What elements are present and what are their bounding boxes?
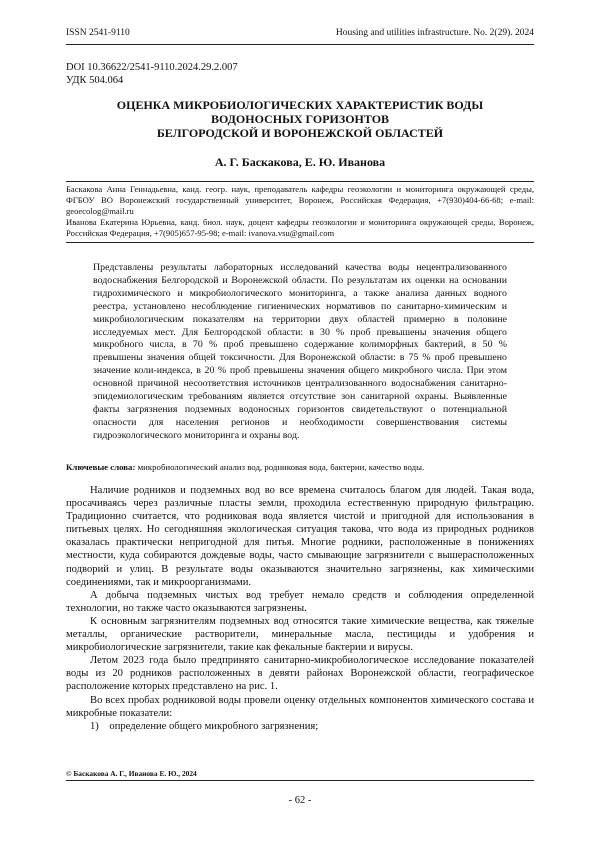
udk: УДК 504.064 [66,74,124,86]
paragraph: К основным загрязнителям подземных вод относятся такие химические вещества, как тяжелые металлы, органические растворители, минеральные масла, пестициды и удобрения и микробиологические загрязнители, такие как фекальные бактерии и вирусы. [66,615,534,654]
list-item: 1) определение общего микробного загрязнения; [90,720,319,732]
affiliation-1: Баскакова Анна Геннадьевна, канд. геогр. наук, преподаватель кафедры геоэкологии и мониторинга окружающей среды, ФГБОУ ВО Воронежский государственный университет, Воронеж, Российская Федерация, +7(930)404-66-68; e-mail: geoecolog@mail.ru [66,184,534,216]
article-meta [66,62,238,87]
authors: А. Г. Баскакова, Е. Ю. Иванова [214,155,386,169]
keywords [66,461,534,473]
title-line-1: ОЦЕНКА МИКРОБИОЛОГИЧЕСКИХ ХАРАКТЕРИСТИК ВОДЫ [116,98,484,112]
article-title [66,98,534,140]
doi: DOI 10.36622/2541-9110.2024.29.2.007 [66,62,238,73]
body-text [66,484,534,733]
affiliations [66,181,534,243]
title-line-2: ВОДОНОСНЫХ ГОРИЗОНТОВ [210,112,390,126]
footer-rule [66,780,534,781]
title-line-3: БЕЛГОРОДСКОЙ И ВОРОНЕЖСКОЙ ОБЛАСТЕЙ [156,126,444,140]
affiliation-2: Иванова Екатерина Юрьевна, канд. биол. наук, доцент кафедры геоэкологии и мониторинга окружающей среды, Воронеж, Российская Федерация, +7(905)657-95-98; e-mail: ivanova.vsu@gmail.com [66,217,534,238]
paragraph: Во всех пробах родниковой воды провели оценку отдельных компонентов химического состава и микробные показатели: [66,694,534,719]
issn: ISSN 2541-9110 [66,28,130,38]
copyright: © Баскакова А. Г., Иванова Е. Ю., 2024 [66,769,197,778]
paragraph: Наличие родников и подземных вод во все времена считалось благом для людей. Такая вода, просачиваясь через различные пласты земли, проходила естественную природную фильтрацию. Традиционно считается, что родниковая вода является чистой и пригодной для использования в питьевых целях. Но сегодняшняя экологическая ситуация такова, что вода из природных родников оказалась практически непригодной для питья. Многие родники, расположенные в понижениях местности, куда собираются дождевые воды, часто смывающие загрязнители с вышерасположенных подворий и улиц. В результате воды оказываются значительно загрязнены, как химическими соединениями, так и микроорганизмами. [66,485,534,588]
header-rule [66,44,534,45]
keywords-label: Ключевые слова: [66,462,136,472]
keywords-text: микробиологический анализ вод, родниковая вода, бактерии, качество воды. [137,462,425,472]
abstract: Представлены результаты лабораторных исследований качества воды нецентрализованного водоснабжения Белгородской и Воронежской области. По результатам их оценки на основании гидрохимического и микробиологического мониторинга, а также анализа данных водного реестра, установлено несоблюдение гигиенических нормативов по санитарно-химическим и микробиологическим показателям на территории двух областей примерно в половине исследуемых мест. Для Белгородской области: в 30 % проб превышены значения общего микробного числа, в 70 % проб превышено содержание колиморфных бактерий, в 50 % превышены значения общей токсичности. Для Воронежской области: в 75 % проб превышено значение коли-индекса, в 20 % проб превышены значения общего микробного числа. При этом основной причиной несоответствия источников централизованного водоснабжения санитарно-эпидемиологическим требованиям является отсутствие зон санитарной охраны. Выявленные факты загрязнения подземных водоносных горизонтов свидетельствуют о потенциальной опасности для населения регионов и необходимости совершенствования системы гидроэкологического мониторинга и охраны вод. [93,262,507,441]
running-header [66,26,534,40]
paragraph: А добыча подземных чистых вод требует немало средств и соблюдения определенной технологии, но также часто оказываются загрязнены. [66,589,534,614]
journal-name: Housing and utilities infrastructure. No. 2(29). 2024 [335,28,534,38]
paragraph: Летом 2023 года было предпринято санитарно-микробиологическое исследование показателей воды из 20 родников расположенных в девяти районах Воронежской области, географическое расположение которых представлено на рис. 1. [66,655,534,693]
page-number: - 62 - [288,795,312,806]
